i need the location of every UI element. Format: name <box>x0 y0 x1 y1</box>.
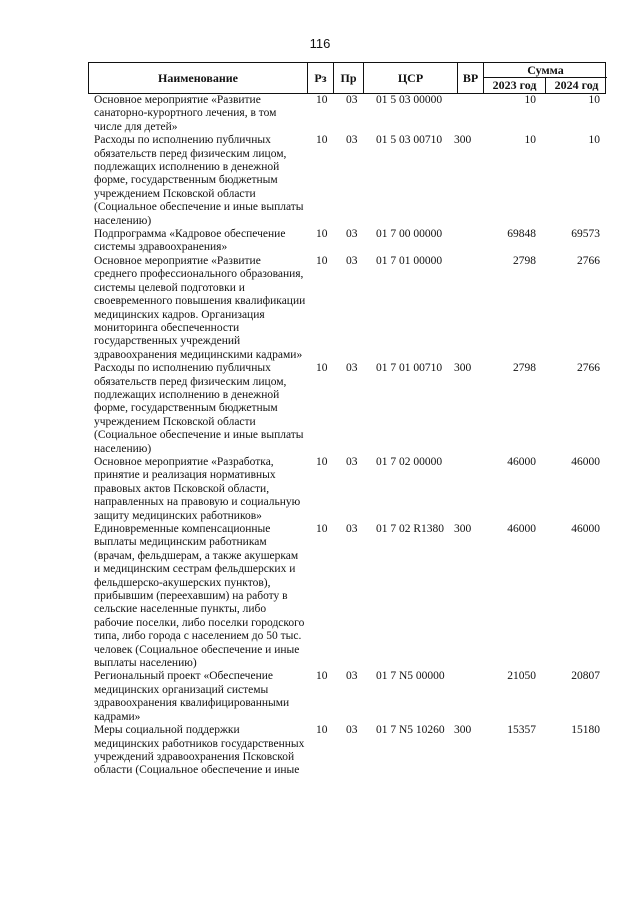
row-csr: 01 5 03 00710 <box>376 134 443 147</box>
table-row <box>88 362 606 456</box>
table-row <box>88 456 606 523</box>
table-row <box>88 724 606 778</box>
row-csr: 01 7 01 00000 <box>376 254 443 267</box>
row-name: Расходы по исполнению публичных обязательств перед физическим лицом, подлежащих исполнению в денежной форме, государственным бюджетным учреждением Псковской области (Социальное обеспечение и иные выплаты населению) <box>94 362 304 455</box>
row-vr: 300 <box>454 362 472 375</box>
row-rz: 10 <box>316 670 328 683</box>
row-sum-2023: 2798 <box>513 254 536 267</box>
row-name: Расходы по исполнению публичных обязательств перед физическим лицом, подлежащих исполнению в денежной форме, государственным бюджетным учреждением Псковской области (Социальное обеспечение и иные выплаты населению) <box>94 134 304 227</box>
row-sum-2024: 20807 <box>571 670 600 683</box>
header-sum-title: Сумма <box>484 63 607 78</box>
header-name: Наименование <box>158 70 238 85</box>
row-sum-2023: 15357 <box>507 724 536 737</box>
row-rz: 10 <box>316 228 328 241</box>
row-name: Подпрограмма «Кадровое обеспечение системы здравоохранения» <box>94 228 286 254</box>
table-header <box>88 62 606 94</box>
header-sum <box>483 63 607 93</box>
row-pr: 03 <box>346 523 358 535</box>
table-row <box>88 228 606 255</box>
row-name: Региональный проект «Обеспечение медицинских организаций системы здравоохранения квалифицированными кадрами» <box>94 670 290 723</box>
table-row <box>88 670 606 724</box>
row-sum-2024: 69573 <box>571 228 600 241</box>
row-sum-2023: 46000 <box>507 523 536 535</box>
row-pr: 03 <box>346 228 358 241</box>
row-csr: 01 7 01 00710 <box>376 362 443 375</box>
row-name: Основное мероприятие «Развитие среднего профессионального образования, системы целевой подготовки и своевременного повышения квалификации медицинских кадров. Организация мониторинга обеспеченности государственных учреждений здравоохранения медицинскими кадрами» <box>94 254 306 361</box>
table-row <box>88 255 606 362</box>
row-pr: 03 <box>346 670 358 683</box>
row-csr: 01 7 N5 00000 <box>376 670 445 683</box>
row-pr: 03 <box>346 362 358 375</box>
header-vr: ВР <box>457 63 483 93</box>
row-sum-2023: 21050 <box>507 670 536 683</box>
table-row <box>88 94 606 134</box>
page-number: 116 <box>309 36 331 51</box>
row-sum-2024: 46000 <box>571 523 600 535</box>
row-name: Меры социальной поддержки медицинских работников государственных учреждений здравоохранения Псковской области (Социальное обеспечение и иные <box>94 724 305 777</box>
row-rz: 10 <box>316 724 328 737</box>
row-sum-2023: 10 <box>524 94 536 106</box>
row-csr: 01 7 02 00000 <box>376 455 443 468</box>
header-rz: Рз <box>307 63 333 93</box>
row-sum-2024: 2766 <box>577 362 600 375</box>
row-name: Основное мероприятие «Развитие санаторно-курортного лечения, в том числе для детей» <box>94 94 277 133</box>
header-sum-years <box>484 78 607 93</box>
row-vr: 300 <box>454 523 472 535</box>
table-row <box>88 134 606 228</box>
row-csr: 01 7 02 R1380 <box>376 523 445 535</box>
row-rz: 10 <box>316 254 328 267</box>
row-vr: 300 <box>454 724 472 737</box>
header-csr: ЦСР <box>363 63 457 93</box>
row-sum-2023: 10 <box>524 134 536 147</box>
row-sum-2024: 46000 <box>571 455 600 468</box>
table-row <box>88 523 606 670</box>
row-rz: 10 <box>316 362 328 375</box>
row-csr: 01 7 N5 10260 <box>376 724 445 737</box>
row-sum-2024: 10 <box>588 134 600 147</box>
row-sum-2023: 46000 <box>507 455 536 468</box>
row-rz: 10 <box>316 134 328 147</box>
row-csr: 01 5 03 00000 <box>376 94 443 106</box>
budget-table <box>88 62 606 778</box>
row-rz: 10 <box>316 455 328 468</box>
row-pr: 03 <box>346 134 358 147</box>
row-rz: 10 <box>316 523 328 535</box>
row-vr: 300 <box>454 134 472 147</box>
row-csr: 01 7 00 00000 <box>376 228 443 241</box>
row-sum-2024: 2766 <box>577 254 600 267</box>
row-rz: 10 <box>316 94 328 106</box>
row-name: Единовременные компенсационные выплаты медицинским работникам (врачам, фельдшерам, а также акушеркам и медицинским сестрам фельдшерских и фельдшерско-акушерских пунктов), прибывшим (переехавшим) на работу в сельские населенные пункты, либо рабочие поселки, либо поселки городского типа, либо города с населением до 50 тыс. человек (Социальное обеспечение и иные выплаты населению) <box>94 523 305 670</box>
header-pr: Пр <box>333 63 363 93</box>
row-pr: 03 <box>346 455 358 468</box>
row-sum-2023: 2798 <box>513 362 536 375</box>
row-sum-2023: 69848 <box>507 228 536 241</box>
row-pr: 03 <box>346 724 358 737</box>
row-pr: 03 <box>346 94 358 106</box>
row-sum-2024: 10 <box>588 94 600 106</box>
header-year-2023: 2023 год <box>492 78 537 92</box>
row-pr: 03 <box>346 254 358 267</box>
row-name: Основное мероприятие «Разработка, принятие и реализация нормативных правовых актов Псковской области, направленных на правовую и социальную защиту медицинских работников» <box>94 455 301 522</box>
header-year-2024: 2024 год <box>545 78 607 93</box>
row-sum-2024: 15180 <box>571 724 600 737</box>
